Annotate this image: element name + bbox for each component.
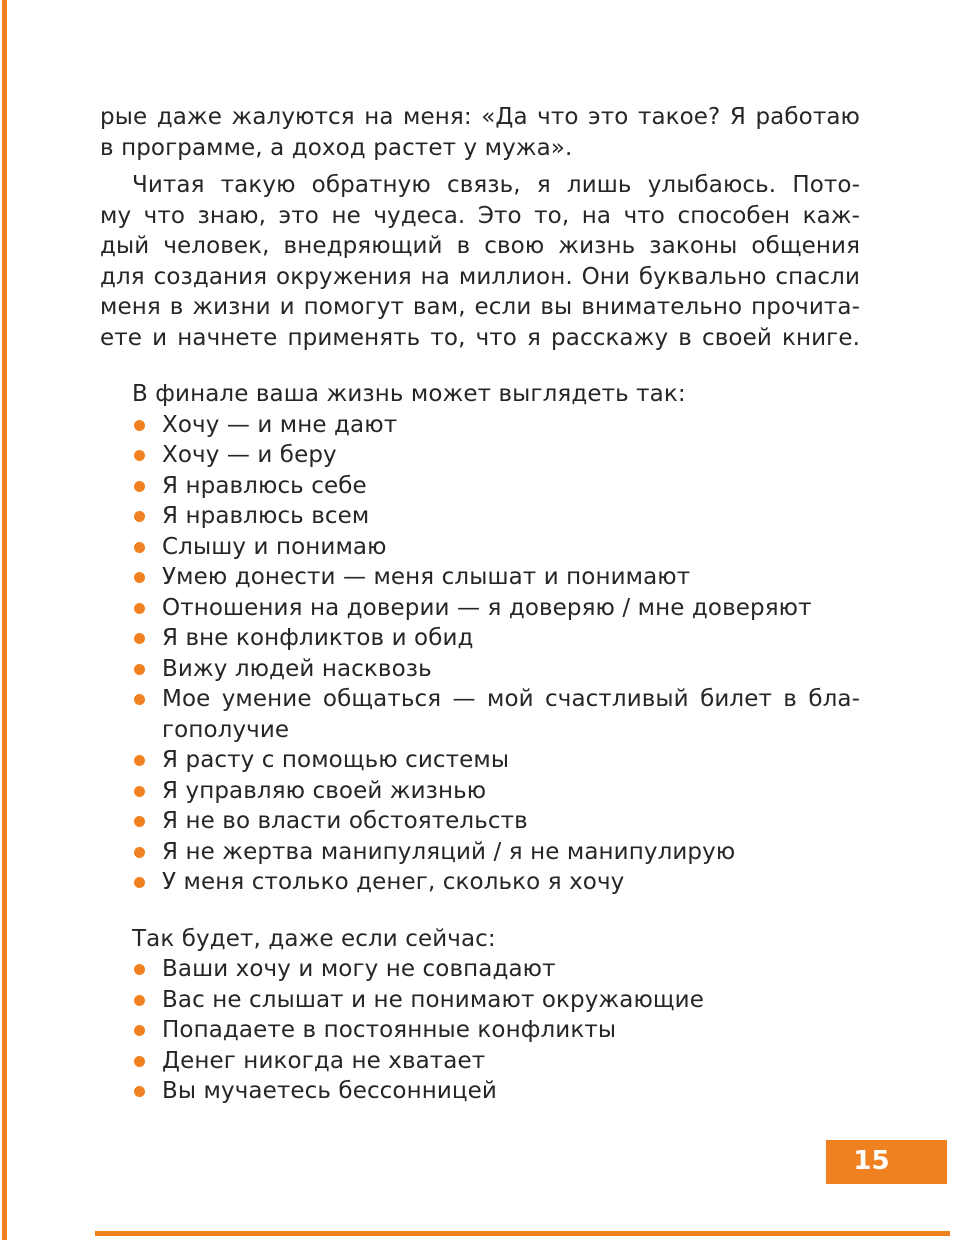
text-line xyxy=(100,623,860,654)
text-line xyxy=(100,471,860,502)
text-line xyxy=(100,562,860,593)
list-item xyxy=(100,684,860,745)
text-line xyxy=(100,745,860,776)
list-item xyxy=(100,440,860,471)
text-line xyxy=(100,806,860,837)
page-number-badge xyxy=(826,1140,947,1184)
list-item-text: Хочу — и мне дают xyxy=(162,411,398,438)
bullet-dot-icon xyxy=(134,481,145,492)
text-line: для создания окружения на миллион. Они буквально спасли xyxy=(100,263,860,290)
bullet-dot-icon xyxy=(134,1056,145,1067)
bullet-dot-icon xyxy=(134,995,145,1006)
list-item-text: Вижу людей насквозь xyxy=(162,655,432,682)
bullet-dot-icon xyxy=(134,1086,145,1097)
list-item xyxy=(100,806,860,837)
bullet-dot-icon xyxy=(134,877,145,888)
text-line: в программе, а доход растет у мужа». xyxy=(100,134,573,161)
list-item xyxy=(100,1046,860,1077)
text-line xyxy=(100,440,860,471)
text-line: ете и начнете применять то, что я расскажу в своей книге. xyxy=(100,324,860,351)
bullet-dot-icon xyxy=(134,847,145,858)
text-line xyxy=(100,776,860,807)
list-item xyxy=(100,562,860,593)
bullet-dot-icon xyxy=(134,450,145,461)
text-line xyxy=(100,410,860,441)
bullet-dot-icon xyxy=(134,633,145,644)
text-line: му что знаю, это не чудеса. Это то, на что способен каж- xyxy=(100,202,860,229)
list-item-text: гополучие xyxy=(162,716,290,743)
list-item xyxy=(100,471,860,502)
text-line xyxy=(100,654,860,685)
bullet-dot-icon xyxy=(134,964,145,975)
list-item xyxy=(100,501,860,532)
section-intro-line: Так будет, даже если сейчас: xyxy=(132,925,496,952)
text-line xyxy=(100,532,860,563)
bullet-dot-icon xyxy=(134,1025,145,1036)
bullet-dot-icon xyxy=(134,420,145,431)
text-line xyxy=(100,1076,860,1107)
list-item-text: Денег никогда не хватает xyxy=(162,1047,486,1074)
bullet-dot-icon xyxy=(134,603,145,614)
text-line xyxy=(100,1046,860,1077)
text-line xyxy=(100,501,860,532)
list-item-text: Вас не слышат и не понимают окружающие xyxy=(162,986,704,1013)
text-line xyxy=(100,715,860,746)
bullet-dot-icon xyxy=(134,816,145,827)
list-item xyxy=(100,1076,860,1107)
list-item-text: Я не во власти обстоятельств xyxy=(162,808,528,834)
bullet-dot-icon xyxy=(134,664,145,675)
list-item-text: Хочу — и беру xyxy=(162,442,337,468)
text-line xyxy=(100,954,860,985)
bullet-dot-icon xyxy=(134,542,145,553)
list-item xyxy=(100,654,860,685)
text-line xyxy=(100,684,860,715)
bullet-dot-icon xyxy=(134,786,145,797)
list-item-text: Я расту с помощью системы xyxy=(162,747,510,773)
bullet-dot-icon xyxy=(134,694,145,705)
list-item-text: У меня столько денег, сколько я хочу xyxy=(162,869,625,895)
list-item xyxy=(100,532,860,563)
list-item-text: Отношения на доверии — я доверяю / мне доверяют xyxy=(162,594,812,621)
list-item xyxy=(100,837,860,868)
list-item-text: Я нравлюсь себе xyxy=(162,472,367,499)
list-item-text: Вы мучаетесь бессонницей xyxy=(162,1078,497,1104)
bullet-list xyxy=(100,410,860,898)
page-number: 15 xyxy=(853,1146,890,1176)
list-item-text: Я не жертва манипуляций / я не манипулирую xyxy=(162,838,736,865)
text-line xyxy=(100,867,860,898)
list-item-text: Попадаете в постоянные конфликты xyxy=(162,1017,617,1043)
text-line: дый человек, внедряющий в свою жизнь законы общения xyxy=(100,233,860,259)
section-intro-line: В финале ваша жизнь может выглядеть так: xyxy=(132,381,686,407)
bullet-dot-icon xyxy=(134,572,145,583)
list-item-text: Умею донести — меня слышат и понимают xyxy=(162,564,691,590)
list-item xyxy=(100,1015,860,1046)
list-item xyxy=(100,623,860,654)
list-item xyxy=(100,593,860,624)
list-item xyxy=(100,867,860,898)
text-line: меня в жизни и помогут вам, если вы внимательно прочита- xyxy=(100,294,860,320)
list-item xyxy=(100,776,860,807)
list-item-text: Я вне конфликтов и обид xyxy=(162,625,474,651)
list-item-text: Мое умение общаться — мой счастливый билет в бла- xyxy=(162,686,860,712)
text-line xyxy=(100,837,860,868)
list-item xyxy=(100,985,860,1016)
text-line xyxy=(100,985,860,1016)
list-item xyxy=(100,745,860,776)
paragraph xyxy=(100,102,860,163)
list-item-text: Слышу и понимаю xyxy=(162,533,387,560)
text-content xyxy=(100,102,860,1107)
left-accent-border xyxy=(2,0,7,1240)
list-item-text: Я нравлюсь всем xyxy=(162,503,370,529)
text-line xyxy=(100,1015,860,1046)
list-item xyxy=(100,410,860,441)
list-item-text: Я управляю своей жизнью xyxy=(162,777,487,804)
bullet-dot-icon xyxy=(134,755,145,766)
bullet-list xyxy=(100,954,860,1107)
text-line: Читая такую обратную связь, я лишь улыбаюсь. Пото- xyxy=(132,172,860,198)
list-item xyxy=(100,954,860,985)
list-item-text: Ваши хочу и могу не совпадают xyxy=(162,956,556,982)
text-line xyxy=(100,593,860,624)
bottom-accent-border xyxy=(95,1231,950,1236)
bullet-dot-icon xyxy=(134,511,145,522)
text-line: рые даже жалуются на меня: «Да что это такое? Я работаю xyxy=(100,104,860,130)
paragraph xyxy=(100,170,860,353)
